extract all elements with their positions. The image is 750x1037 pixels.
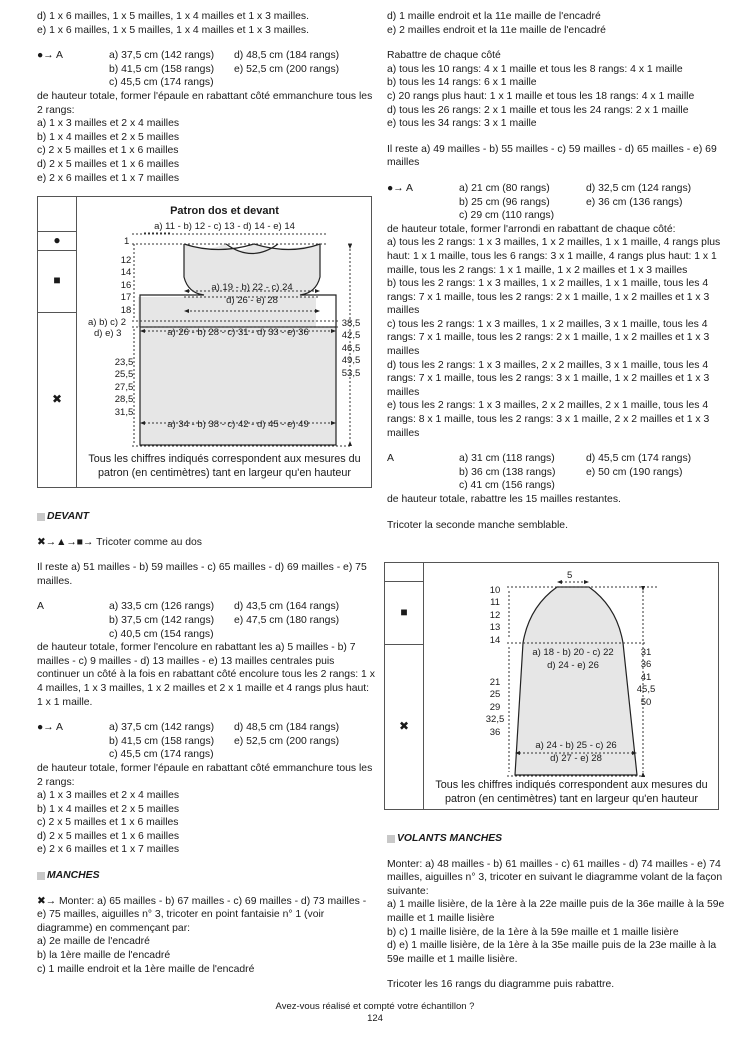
shoulder-line: a) 1 x 3 mailles et 2 x 4 mailles: [37, 790, 180, 802]
arrondi-text: de hauteur totale, former l'arrondi en rabattant de chaque côté:: [387, 223, 676, 235]
size-value: a) 33,5 cm (126 rangs): [109, 601, 215, 613]
manches-line: a) 2e maille de l'encadré: [37, 936, 150, 948]
volants-text: Monter: a) 48 mailles - b) 61 mailles - c) 61 mailles - d) 74 mailles - e) 74 mailles, aiguilles n° 3, tricoter en suivant le diagramme volant de la façon suivante:: [387, 858, 723, 897]
devant-instruction: ✖→▲→■→ Tricoter comme au dos: [37, 536, 203, 548]
legend-square-icon: ■: [38, 250, 76, 313]
section-title-volants: VOLANTS MANCHES: [387, 832, 732, 846]
top-offset-label: 1: [124, 236, 130, 247]
shoulder-line: a) 1 x 3 mailles et 2 x 4 mailles: [37, 118, 180, 130]
shoulder-text: de hauteur totale, former l'épaule en rabattant côté emmanchure tous les 2 rangs:: [37, 762, 373, 788]
shoulder-line: b) 1 x 4 mailles et 2 x 5 mailles: [37, 803, 180, 815]
diagram-caption: Tous les chiffres indiqués correspondent aux mesures du patron (en centimètres) tant en largeur qu'en hauteur: [88, 453, 361, 479]
rabattre-title: Rabattre de chaque côté: [387, 50, 501, 62]
body-heights: 23,5 25,5 27,5 28,5 31,5: [114, 357, 134, 418]
top-width-label: 5: [567, 570, 573, 581]
arrondi-line: c) tous les 2 rangs: 1 x 3 mailles, 1 x 2 mailles, 3 x 1 maille, tous les 4 rangs: 7 x 1 maille, tous les 2 rangs: 2 x 1 maille, 1 x 2 mailles et 1 x 3 mailles: [387, 318, 710, 358]
shoulder-line: e) 2 x 6 mailles et 1 x 7 mailles: [37, 172, 180, 184]
size-value: a) 21 cm (80 rangs): [459, 182, 550, 194]
legend-cross-icon: ✖: [398, 718, 410, 733]
sizes-label: ●→ A: [387, 182, 413, 194]
size-value: d) 45,5 cm (174 rangs): [586, 453, 692, 465]
cuff-width-2: d) 27 - e) 28: [550, 753, 602, 764]
diagram-caption: Tous les chiffres indiqués correspondent aux mesures du patron (en centimètres) tant en largeur qu'en hauteur: [435, 779, 708, 805]
size-value: c) 40,5 cm (154 rangs): [109, 628, 214, 640]
size-value: e) 36 cm (136 rangs): [586, 196, 683, 208]
volants-line: d) e) 1 maille lisière, de la 1ère à la 35e maille puis de la 23e maille à la 59e maille et 1 maille lisière.: [387, 940, 717, 965]
side-label-de: d) e) 3: [94, 328, 122, 339]
top-line: e) 2 mailles endroit et la 11e maille de l'encadré: [387, 24, 606, 36]
sizes-label: ●→ A: [37, 722, 63, 734]
volants-line: b) c) 1 maille lisière, de la 1ère à la 59e maille et 1 maille lisière: [387, 926, 679, 938]
size-value: d) 48,5 cm (184 rangs): [234, 722, 340, 734]
size-value: d) 32,5 cm (124 rangs): [586, 182, 692, 194]
cuff-width-1: a) 24 - b) 25 - c) 26: [535, 740, 617, 751]
size-value: c) 41 cm (156 rangs): [459, 480, 555, 492]
pattern-diagram-back-front: [37, 196, 372, 488]
encolure-text: de hauteur totale, former l'encolure en rabattant les a) 5 mailles - b) 7 mailles - c) 9 mailles - d) 13 mailles - e) 13 mailles centrales puis continuer un côté à la fois en rabattant côté encolure tous les 2 rangs: 1 x 4 mailles, 1 x 3 mailles, 1 x 2 mailles et 2 x 1 maille et 4 rangs plus haut: 1 x 1 maille.: [37, 642, 375, 708]
bottom-width-label: a) 34 - b) 38 - c) 42 - d) 45 - e) 49: [167, 419, 309, 430]
cap-width-2: d) 24 - e) 26: [547, 660, 599, 671]
sizes-block: [37, 721, 377, 762]
diagram-title: Patron dos et devant: [170, 205, 279, 217]
sizes-block: [387, 452, 732, 493]
left-column: [37, 10, 377, 185]
cap-width-1: a) 18 - b) 20 - c) 22: [532, 647, 614, 658]
volants-line: a) 1 maille lisière, de la 1ère à la 22e maille puis de la 36e maille à la 59e maille et 1 maille lisière: [387, 899, 725, 924]
rabattre-line: b) tous les 14 rangs: 6 x 1 maille: [387, 77, 537, 89]
section-title-manches: MANCHES: [37, 869, 377, 883]
manches-line: b) la 1ère maille de l'encadré: [37, 950, 171, 962]
rabattre-line: d) tous les 26 rangs: 2 x 1 maille et tous les 24 rangs: 2 x 1 maille: [387, 104, 689, 116]
intro-line: d) 1 x 6 mailles, 1 x 5 mailles, 1 x 4 mailles et 1 x 3 mailles.: [37, 11, 309, 22]
shoulder-line: d) 2 x 5 mailles et 1 x 6 mailles: [37, 830, 180, 842]
armhole-heights: 12 14 16 17 18: [120, 255, 132, 316]
pattern-diagram-sleeve: [384, 562, 719, 810]
page-number: 124: [367, 1013, 383, 1024]
arrondi-line: b) tous les 2 rangs: 1 x 3 mailles, 1 x 2 mailles, 1 x 1 maille, tous les 4 rangs: 7 x 1 maille, tous les 2 rangs: 2 x 1 maille, 1 x 2 mailles et 1 x 3 mailles: [387, 278, 710, 317]
size-value: d) 43,5 cm (164 rangs): [234, 601, 340, 613]
sizes-block: [37, 600, 377, 641]
size-value: b) 36 cm (138 rangs): [459, 466, 556, 478]
neck-label-2: d) 26 - e) 28: [226, 295, 278, 306]
rabattre-final: de hauteur totale, rabattre les 15 mailles restantes.: [387, 494, 621, 505]
size-value: a) 37,5 cm (142 rangs): [109, 50, 215, 62]
size-value: e) 47,5 cm (180 rangs): [234, 614, 340, 626]
size-value: d) 48,5 cm (184 rangs): [234, 50, 340, 62]
legend-dot-icon: ●: [38, 231, 76, 251]
volants-end: Tricoter les 16 rangs du diagramme puis rabattre.: [387, 979, 615, 991]
arrondi-line: e) tous les 2 rangs: 1 x 3 mailles, 2 x 2 mailles, 2 x 1 maille, tous les 4 rangs: 8 x 1 maille, tous les 2 rangs: 3 x 1 maille, 2 x 2 mailles et 1 x 3 mailles: [387, 400, 710, 439]
arrondi-line: a) tous les 2 rangs: 1 x 3 mailles, 1 x 2 mailles, 1 x 1 maille, 4 rangs plus haut: 1 x 1 maille, tous les 6 rangs: 3 x 1 maille, 4 rangs plus haut: 1 x 1 maille, tous les 2 rangs: 1 x 1 maille, 1 x 2 mailles et 1 x 3 mailles: [387, 237, 721, 276]
footer-question: Avez-vous réalisé et compté votre échantillon ?: [275, 1001, 475, 1012]
pattern-drawing: [38, 197, 371, 487]
size-value: a) 31 cm (118 rangs): [459, 453, 555, 465]
sizes-block: [387, 182, 732, 223]
sleeve-heights: 21 25 29 32,5 36: [485, 677, 505, 738]
size-value: e) 52,5 cm (200 rangs): [234, 735, 340, 747]
sizes-label: A: [387, 453, 394, 465]
size-value: c) 29 cm (110 rangs): [459, 210, 555, 222]
top-line: d) 1 maille endroit et la 11e maille de l'encadré: [387, 11, 601, 22]
section-title-devant: DEVANT: [37, 510, 377, 524]
size-value: c) 45,5 cm (174 rangs): [109, 77, 214, 89]
total-heights: 31 36 41 45,5 50: [636, 647, 656, 708]
seconde-manche: Tricoter la seconde manche semblable.: [387, 519, 568, 531]
shoulder-line: d) 2 x 5 mailles et 1 x 6 mailles: [37, 158, 180, 170]
size-value: b) 25 cm (96 rangs): [459, 196, 550, 208]
shoulder-text: de hauteur totale, former l'épaule en rabattant côté emmanchure tous les 2 rangs:: [37, 90, 373, 116]
shoulder-line: b) 1 x 4 mailles et 2 x 5 mailles: [37, 131, 180, 143]
top-width-label: a) 11 - b) 12 - c) 13 - d) 14 - e) 14: [154, 221, 295, 232]
sizes-label: A: [37, 601, 44, 613]
intro-line: e) 1 x 6 mailles, 1 x 5 mailles, 1 x 4 mailles et 1 x 3 mailles.: [37, 24, 309, 36]
manches-line: c) 1 maille endroit et la 1ère maille de l'encadré: [37, 963, 255, 975]
rabattre-line: c) 20 rangs plus haut: 1 x 1 maille et tous les 18 rangs: 4 x 1 maille: [387, 90, 695, 102]
chest-width-label: a) 26 - b) 28 - c) 31 - d) 33 - e) 36: [167, 327, 309, 338]
left-column-lower: [37, 510, 377, 976]
size-value: b) 41,5 cm (158 rangs): [109, 735, 215, 747]
right-column-lower: [387, 832, 732, 992]
size-value: c) 45,5 cm (174 rangs): [109, 749, 214, 761]
legend-square-icon: ■: [385, 581, 423, 645]
shoulder-line: e) 2 x 6 mailles et 1 x 7 mailles: [37, 844, 180, 856]
side-label-abc: a) b) c) 2: [88, 317, 127, 328]
legend-cross-icon: ✖: [51, 392, 63, 407]
neck-label-1: a) 19 - b) 22 - c) 24: [211, 282, 293, 293]
right-column: [387, 10, 732, 532]
shoulder-line: c) 2 x 5 mailles et 1 x 6 mailles: [37, 145, 179, 157]
sizes-label: ●→ A: [37, 50, 63, 62]
rabattre-line: e) tous les 34 rangs: 3 x 1 maille: [387, 118, 537, 130]
reste-text: Il reste a) 49 mailles - b) 55 mailles - c) 59 mailles - d) 65 mailles - e) 69 mailles: [387, 143, 717, 169]
rabattre-line: a) tous les 10 rangs: 4 x 1 maille et tous les 8 rangs: 4 x 1 maille: [387, 63, 683, 75]
size-value: e) 52,5 cm (200 rangs): [234, 63, 340, 75]
total-heights: 38,5 42,5 46,5 49,5 53,5: [341, 318, 361, 379]
size-value: b) 37,5 cm (142 rangs): [109, 614, 215, 626]
shoulder-line: c) 2 x 5 mailles et 1 x 6 mailles: [37, 817, 179, 829]
arrondi-line: d) tous les 2 rangs: 1 x 3 mailles, 2 x 2 mailles, 3 x 1 maille, tous les 4 rangs: 7 x 1 maille, tous les 2 rangs: 3 x 1 maille, 1 x 2 mailles et 1 x 3 mailles: [387, 359, 710, 398]
devant-reste: Il reste a) 51 mailles - b) 59 mailles - c) 65 mailles - d) 69 mailles - e) 75 mailles.: [37, 562, 367, 587]
sizes-block: [37, 49, 377, 90]
cap-heights: 10 11 12 13 14: [489, 585, 501, 646]
manches-text: ✖→ Monter: a) 65 mailles - b) 67 mailles - c) 69 mailles - d) 73 mailles - e) 75 mailles, aiguilles n° 3, tricoter en point fantaisie n° 1 (voir diagramme) en commençant par:: [37, 895, 367, 934]
size-value: b) 41,5 cm (158 rangs): [109, 63, 215, 75]
size-value: a) 37,5 cm (142 rangs): [109, 722, 215, 734]
size-value: e) 50 cm (190 rangs): [586, 466, 683, 478]
sleeve-drawing: [385, 563, 718, 809]
